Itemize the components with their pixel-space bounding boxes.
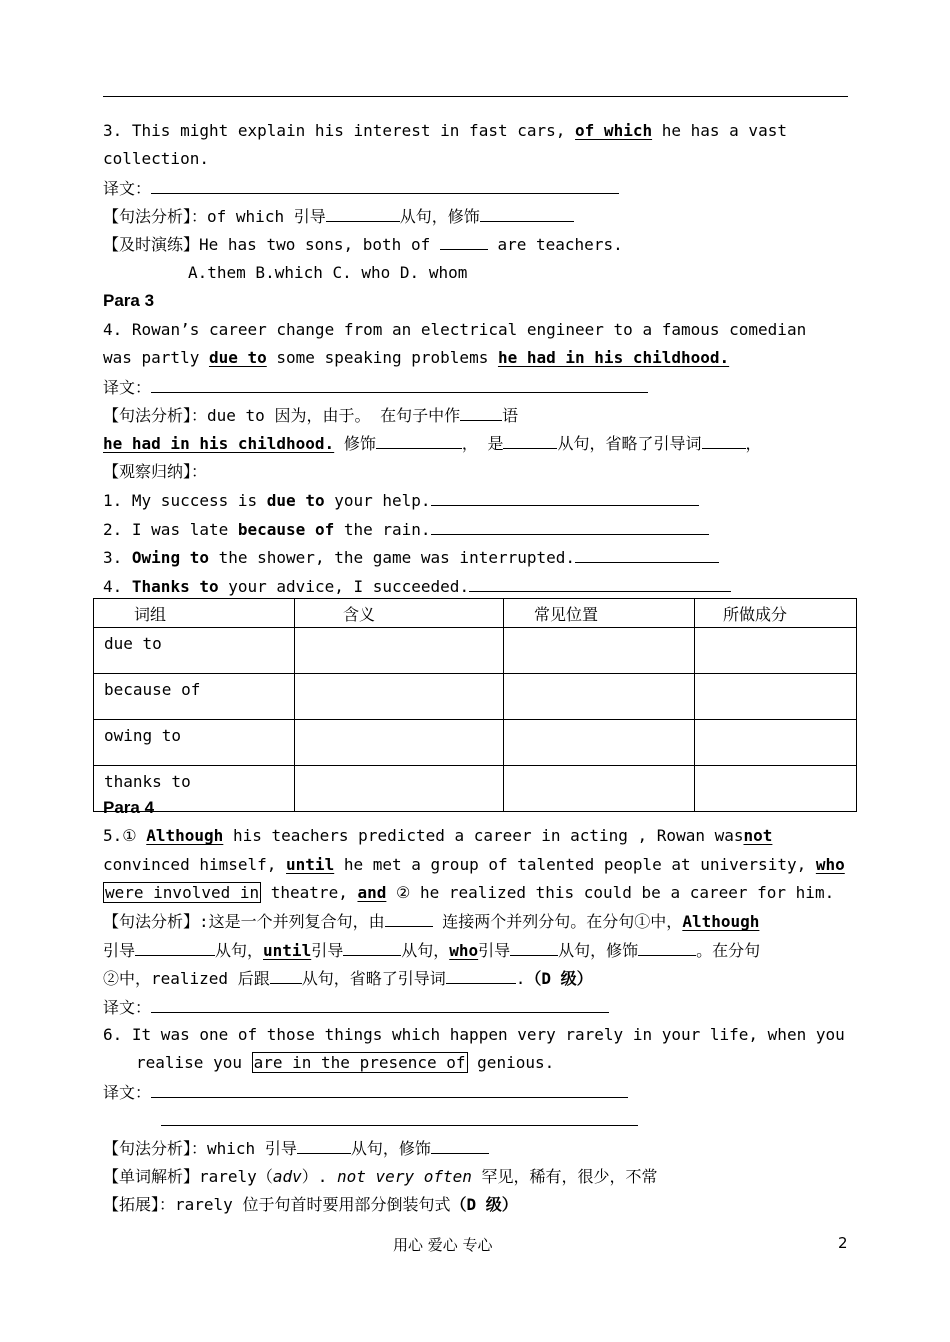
answer-blank[interactable] [326,206,400,222]
q5-translation: 译文： [103,997,609,1018]
answer-blank[interactable] [480,206,574,222]
table-cell-phrase: owing to [94,720,295,766]
table-header: 词组 [94,599,295,628]
answer-blank[interactable] [575,547,719,563]
answer-blank[interactable] [638,940,696,956]
table-cell-phrase: because of [94,674,295,720]
answer-blank[interactable] [376,433,462,449]
page-number: 2 [838,1234,848,1252]
q3-line1: 3. This might explain his interest in fast cars, of which he has a vast [103,121,787,140]
answer-blank[interactable] [431,490,699,506]
answer-blank[interactable] [446,968,516,984]
level-badge: （D 级） [450,1195,518,1214]
footer-motto: 用心 爱心 专心 [393,1236,493,1254]
answer-blank[interactable] [510,940,558,956]
keyword-of-which: of which [575,121,653,140]
q3-syntax: 【句法分析】：of which 引导 从句，修饰 [103,206,574,227]
answer-blank[interactable] [151,377,648,393]
answer-blank[interactable] [469,576,731,592]
q4-translation: 译文： [103,377,648,398]
q5-line2: convinced himself, until he met a group of talented people at university, who [103,855,845,874]
q6-extension: 【拓展】：rarely 位于句首时要用部分倒装句式（D 级） [103,1195,518,1214]
answer-blank[interactable] [270,968,302,984]
q6-translation: 译文： [103,1082,628,1103]
table-cell-answer[interactable] [695,766,857,812]
q4-clause-analysis: he had in his childhood. 修饰 ， 是 从句，省略了引导词 ， [103,434,762,453]
table-cell-answer[interactable] [504,720,695,766]
table-header-row [94,599,857,628]
q5-line3: were involved in theatre, and ② he realized this could be a career for him. [105,883,835,902]
table-cell-answer[interactable] [295,674,504,720]
q3-practice: 【及时演练】He has two sons, both of are teachers. [103,235,623,254]
table-cell-answer[interactable] [295,720,504,766]
table-row [94,674,857,720]
section-heading-para3: Para 3 [103,291,155,310]
answer-blank[interactable] [297,1138,351,1154]
table-row [94,766,857,812]
table-row [94,628,857,674]
table-cell-answer[interactable] [504,628,695,674]
answer-blank[interactable] [161,1110,638,1126]
q3-line2: collection. [103,149,209,168]
answer-blank[interactable] [431,519,709,535]
answer-blank[interactable] [431,1138,489,1154]
level-badge: （D 级） [525,969,593,988]
table-header: 常见位置 [504,599,695,628]
answer-blank[interactable] [135,940,215,956]
answer-blank[interactable] [702,433,746,449]
answer-blank[interactable] [440,234,488,250]
q5-syntax-line3: ②中，realized 后跟 从句，省略了引导词 .（D 级） [103,969,593,988]
q6-word: 【单词解析】rarely（adv）. not very often 罕见，稀有，很少，不常 [103,1167,658,1186]
phrase-table [93,598,857,812]
answer-blank[interactable] [151,178,619,194]
q4-syntax: 【句法分析】：due to 因为，由于。 在句子中作 语 [103,406,519,425]
answer-blank[interactable] [343,940,401,956]
table-cell-answer[interactable] [504,674,695,720]
observe-label: 【观察归纳】： [103,462,208,481]
example-4: 4. Thanks to your advice, I succeeded. [103,576,731,597]
q4-line1: 4. Rowan’s career change from an electrical engineer to a famous comedian [103,320,807,339]
table-cell-answer[interactable] [695,720,857,766]
example-1: 1. My success is due to your help. [103,490,699,511]
q6-line2: realise you are in the presence of genious. [136,1053,555,1072]
answer-blank[interactable] [151,1082,628,1098]
q3-translation: 译文： [103,178,619,199]
answer-blank[interactable] [385,911,433,927]
q5-syntax-line2: 引导 从句，until引导 从句，who引导 从句，修饰 。在分句 [103,941,761,960]
keyword-due-to: due to [208,348,267,367]
q3-options: A.them B.which C. who D. whom [188,263,468,282]
q6-line1: 6. It was one of those things which happen very rarely in your life, when you [103,1025,845,1044]
q6-syntax: 【句法分析】：which 引导 从句，修饰 [103,1138,489,1159]
q6-translation-line2 [161,1110,638,1131]
q4-line2: was partly due to some speaking problems he had in his childhood. [103,348,730,367]
keyword-clause: he had in his childhood. [497,348,730,367]
example-2: 2. I was late because of the rain. [103,519,709,540]
section-heading-para4: Para 4 [103,798,155,817]
answer-blank[interactable] [151,997,609,1013]
answer-blank[interactable] [460,405,502,421]
q5-syntax-line1: 【句法分析】:这是一个并列复合句，由 连接两个并列分句。在分句①中，Although [103,912,760,931]
example-3: 3. Owing to the shower, the game was interrupted. [103,547,719,568]
table-header: 含义 [295,599,504,628]
q5-line1: 5.① Although his teachers predicted a career in acting , Rowan wasnot [103,826,773,845]
table-cell-answer[interactable] [295,766,504,812]
table-cell-phrase: thanks to [94,766,295,812]
table-cell-answer[interactable] [695,628,857,674]
table-header: 所做成分 [695,599,857,628]
table-cell-answer[interactable] [504,766,695,812]
answer-blank[interactable] [503,433,557,449]
table-cell-answer[interactable] [695,674,857,720]
table-cell-answer[interactable] [295,628,504,674]
table-row [94,720,857,766]
table-cell-phrase: due to [94,628,295,674]
header-rule [103,96,848,97]
